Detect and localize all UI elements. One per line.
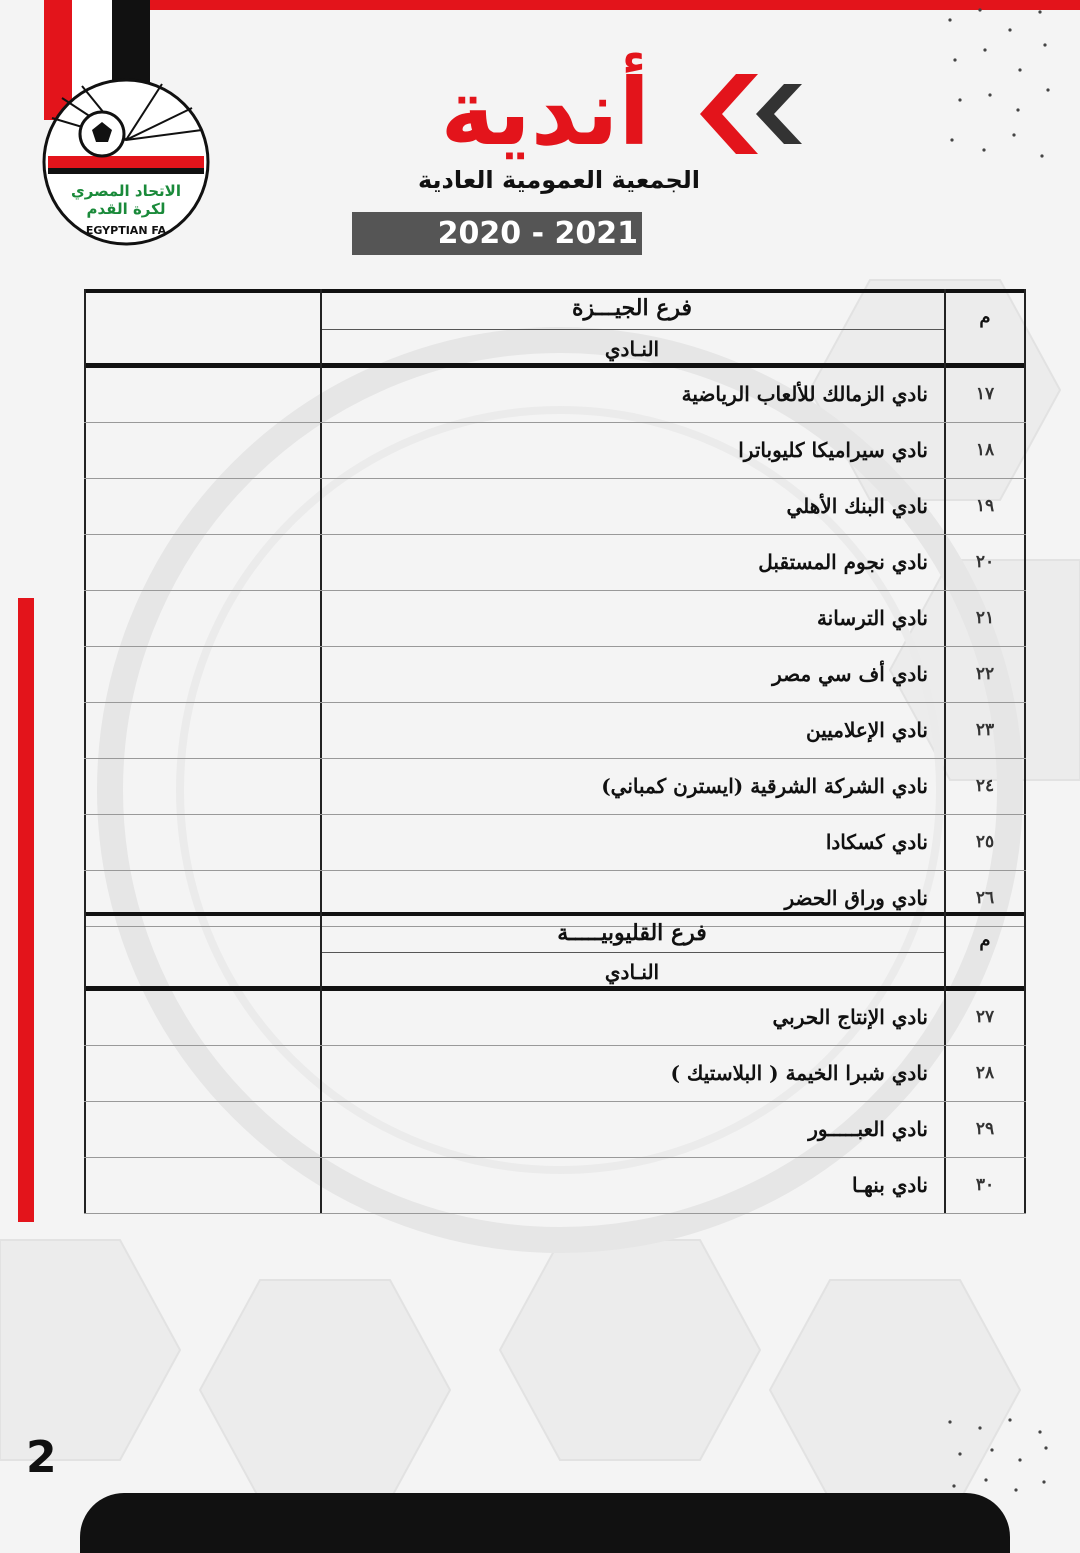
- table-row: [84, 479, 1026, 535]
- row-number: ٢٠: [975, 552, 995, 572]
- row-number: ٢١: [975, 608, 995, 628]
- club-name: نادي الشركة الشرقية (ايسترن كمباني): [601, 774, 928, 798]
- column-num-header: م: [979, 930, 991, 951]
- section-title: فرع القليوبيـــــة: [557, 920, 707, 946]
- club-name: نادي الإعلاميين: [805, 718, 928, 742]
- double-chevron-icon: [696, 70, 806, 158]
- table-row: [84, 759, 1026, 815]
- club-name: نادي كسكادا: [825, 830, 928, 854]
- club-name: نادي سيراميكا كليوباترا: [738, 438, 928, 462]
- table-row: [84, 1046, 1026, 1102]
- table-header: [84, 912, 1026, 990]
- table-header: [84, 289, 1026, 367]
- logo-english: EGYPTIAN FA: [85, 224, 167, 237]
- giza-branch-table: [84, 289, 1026, 927]
- row-number: ٢٥: [975, 832, 995, 852]
- row-number: ٢٩: [975, 1119, 995, 1139]
- club-name: نادي نجوم المستقبل: [758, 550, 928, 574]
- page-number: 2: [26, 1432, 57, 1483]
- club-name: نادي العبـــــور: [808, 1117, 928, 1141]
- club-name: نادي أف سي مصر: [772, 662, 928, 686]
- club-name: نادي وراق الحضر: [784, 886, 928, 910]
- table-row: [84, 990, 1026, 1046]
- table-row: [84, 815, 1026, 871]
- table-row: [84, 423, 1026, 479]
- club-name: نادي البنك الأهلي: [786, 494, 928, 518]
- side-red-bar: [18, 598, 34, 1222]
- row-number: ٢٢: [975, 664, 995, 684]
- row-number: ٢٦: [975, 888, 995, 908]
- table-row: [84, 1158, 1026, 1214]
- row-number: ١٨: [975, 440, 995, 460]
- column-club-header: النـادي: [604, 337, 660, 361]
- table-row: [84, 591, 1026, 647]
- section-title: فرع الجيـــزة: [571, 295, 693, 321]
- logo-arabic-1: الاتحاد المصري: [71, 182, 181, 200]
- table-row: [84, 535, 1026, 591]
- dot-grid-bottom: [940, 1410, 1060, 1500]
- qalyubia-branch-table: [84, 912, 1026, 1214]
- column-club-header: النـادي: [604, 960, 660, 984]
- row-number: ٢٣: [975, 720, 995, 740]
- egyptian-fa-logo: [42, 78, 210, 246]
- row-number: ٢٧: [975, 1007, 995, 1027]
- row-number: ٢٤: [975, 776, 995, 796]
- row-number: ٢٨: [975, 1063, 995, 1083]
- table-row: [84, 1102, 1026, 1158]
- row-number: ١٧: [975, 384, 995, 404]
- bottom-black-bar: [80, 1493, 1010, 1553]
- table-row: [84, 703, 1026, 759]
- club-name: نادي الزمالك للألعاب الرياضية: [681, 382, 928, 406]
- row-number: ٣٠: [975, 1175, 995, 1195]
- table-row: [84, 647, 1026, 703]
- season-bar: 2020 - 2021: [352, 212, 642, 255]
- table-row: [84, 367, 1026, 423]
- club-name: نادي بنهـا: [852, 1173, 928, 1197]
- page-title: أندية: [440, 59, 650, 166]
- club-name: نادي الإنتاج الحربي: [772, 1005, 928, 1029]
- column-num-header: م: [979, 307, 991, 328]
- club-name: نادي شبرا الخيمة ( البلاستيك ): [670, 1061, 928, 1085]
- club-name: نادي الترسانة: [816, 606, 928, 630]
- page-subtitle: الجمعية العمومية العادية: [417, 166, 700, 194]
- logo-arabic-2: لكرة القدم: [86, 200, 166, 218]
- row-number: ١٩: [975, 496, 995, 516]
- dot-grid-top: [940, 0, 1060, 170]
